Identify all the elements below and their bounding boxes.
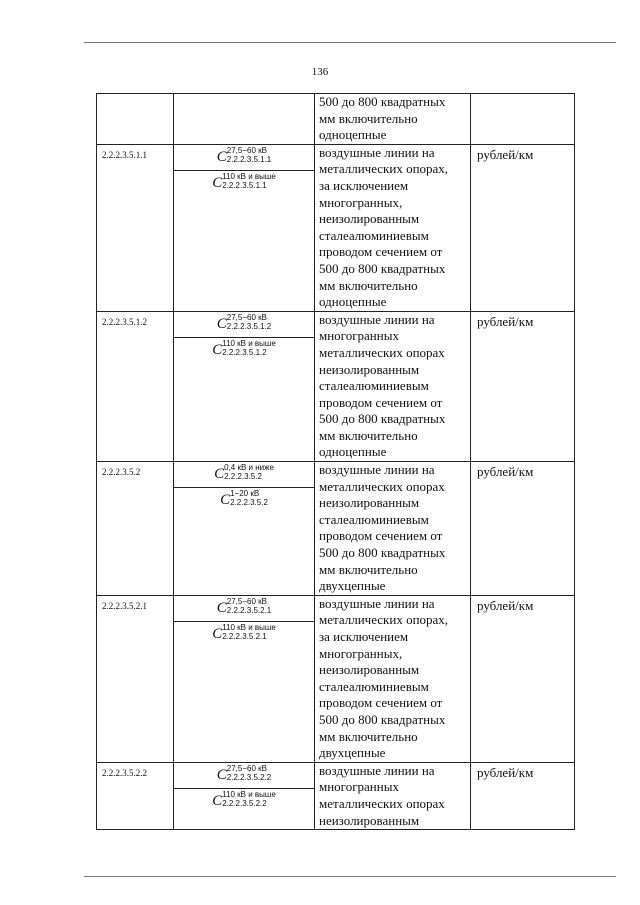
row-description: воздушные линии на металлических опорах, за исключением многогранных, неизолированным сталеалюминиевым проводом сечением от 500 до 800 квадратных мм включительно двухцепные [315,595,471,762]
formula-voltage: 0,4 кВ и ниже [224,463,274,473]
rate-formula [174,462,314,488]
formula-index: 2.2.2.3.5.1.1 [222,180,267,190]
formula-index: 2.2.2.3.5.1.2 [226,321,272,331]
table-row [97,762,575,829]
formula-voltage: 27,5−60 кВ [226,763,267,773]
row-description: воздушные линии на многогранных металлических опорах неизолированным сталеалюминиевым проводом сечением от 500 до 800 квадратных мм включительно одноцепные [315,311,471,461]
rate-formula [174,338,314,364]
formula-symbol: C [216,599,227,616]
table-row [97,462,575,596]
row-unit: рублей/км [471,462,575,596]
formula-voltage: 110 кВ и выше [222,338,276,348]
formula-symbol: C [214,466,225,483]
formula-index: 2.2.2.3.5.2.1 [222,631,267,641]
formula-voltage: 110 кВ и выше [222,171,276,181]
row-unit: рублей/км [471,595,575,762]
row-formulas [174,762,315,829]
table-row [97,94,575,145]
formula-voltage: 27,5−60 кВ [226,312,267,322]
row-unit: рублей/км [471,144,575,311]
page-number: 136 [311,66,329,78]
formula-voltage: 27,5−60 кВ [226,596,267,606]
tariff-table [96,93,575,830]
table-row [97,595,575,762]
formula-symbol: C [216,315,227,332]
row-description: воздушные линии на металлических опорах, за исключением многогранных, неизолированным сталеалюминиевым проводом сечением от 500 до 800 квадратных мм включительно одноцепные [315,144,471,311]
formula-index: 2.2.2.3.5.2.2 [226,772,272,782]
formula-symbol: C [212,625,223,642]
rate-formula [174,789,314,815]
formula-symbol: C [212,341,223,358]
row-formulas [174,595,315,762]
row-code: 2.2.2.3.5.2 [97,462,174,596]
row-description: воздушные линии на многогранных металлических опорах неизолированным [315,762,471,829]
row-formulas [174,144,315,311]
formula-index: 2.2.2.3.5.2 [224,472,262,482]
rate-formula [174,596,314,622]
rate-formula [174,312,314,338]
rate-formula [174,763,314,789]
rate-formula [174,622,314,648]
row-code: 2.2.2.3.5.1.2 [97,311,174,461]
row-unit [471,94,575,145]
formula-index: 2.2.2.3.5.2.1 [226,605,272,615]
formula-index: 2.2.2.3.5.2 [230,498,268,508]
row-code: 2.2.2.3.5.2.1 [97,595,174,762]
table-row [97,311,575,461]
row-code: 2.2.2.3.5.1.1 [97,144,174,311]
scan-edge-bottom [84,876,616,877]
row-code: 2.2.2.3.5.2.2 [97,762,174,829]
row-description: воздушные линии на металлических опорах неизолированным сталеалюминиевым проводом сечением от 500 до 800 квадратных мм включительно двухцепные [315,462,471,596]
formula-index: 2.2.2.3.5.1.2 [222,347,267,357]
formula-symbol: C [212,174,223,191]
row-formulas [174,311,315,461]
rate-formula [174,145,314,171]
formula-symbol: C [220,492,231,509]
rate-formula [174,488,314,514]
formula-voltage: 110 кВ и выше [222,789,276,799]
row-description: 500 до 800 квадратных мм включительно одноцепные [315,94,471,145]
table-row [97,144,575,311]
rate-formula [174,171,314,197]
row-unit: рублей/км [471,762,575,829]
formula-voltage: 1−20 кВ [230,489,260,499]
formula-symbol: C [212,792,223,809]
row-code [97,94,174,145]
row-formulas [174,462,315,596]
formula-index: 2.2.2.3.5.2.2 [222,798,267,808]
formula-voltage: 27,5−60 кВ [226,145,267,155]
formula-symbol: C [216,148,227,165]
row-unit: рублей/км [471,311,575,461]
formula-symbol: C [216,766,227,783]
formula-index: 2.2.2.3.5.1.1 [226,154,272,164]
scan-edge-top [84,42,616,43]
formula-voltage: 110 кВ и выше [222,622,276,632]
row-formulas [174,94,315,145]
